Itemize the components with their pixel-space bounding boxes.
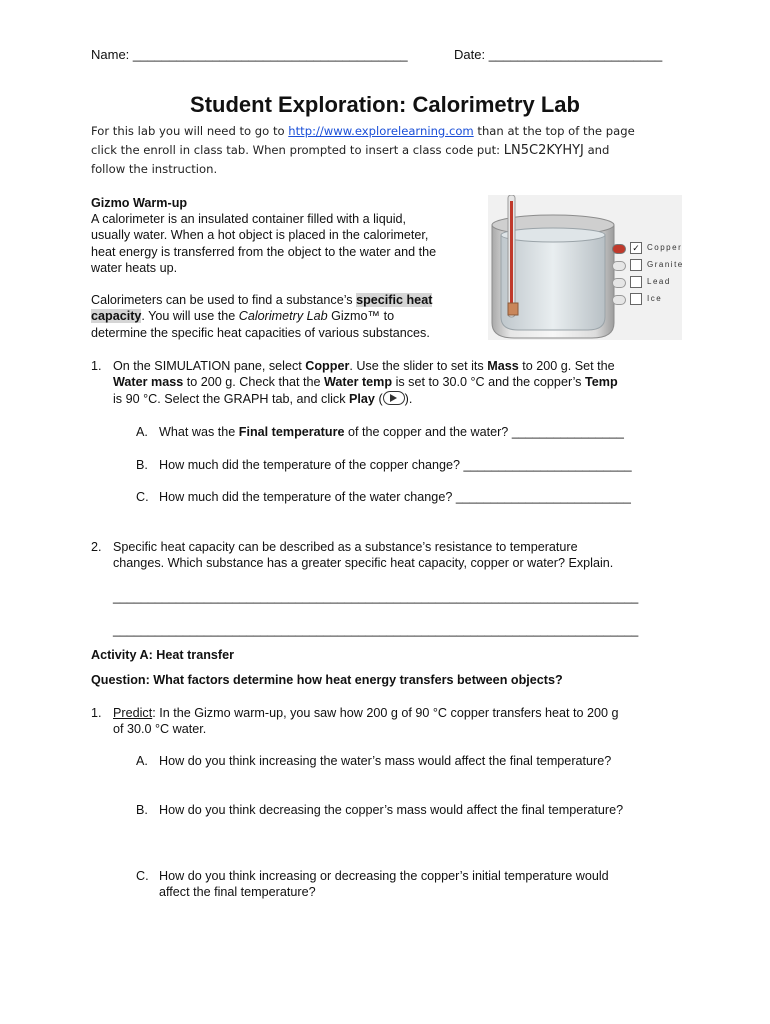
activity-qb-letter: B.: [136, 803, 148, 817]
radio-lead[interactable]: [612, 278, 626, 288]
checkbox-lead[interactable]: [630, 276, 642, 288]
q2-text: Specific heat capacity can be described as a substance’s resistance to temperature changes. Which substance has a greater specific heat capacity, copper or water? Explain.: [113, 540, 614, 571]
checkbox-granite[interactable]: [630, 259, 642, 271]
date-line[interactable]: [454, 47, 662, 62]
name-line[interactable]: [91, 47, 408, 62]
activity-qa-text[interactable]: How do you think increasing the water’s mass would affect the final temperature?: [159, 754, 612, 768]
substance-option-copper[interactable]: [612, 242, 692, 256]
q2-answer-line-1[interactable]: ___________________________________________________________________________: [113, 590, 639, 604]
activity-qc-text[interactable]: How do you think increasing or decreasing the copper’s initial temperature would affect the final temperature?: [159, 869, 609, 900]
radio-granite[interactable]: [612, 261, 626, 271]
checkbox-copper[interactable]: ✓: [630, 242, 642, 254]
activity-q1-text: Predict: In the Gizmo warm-up, you saw how 200 g of 90 °C copper transfers heat to 200 g of 30.0 °C water.: [113, 706, 619, 737]
option-label-lead: Lead: [647, 277, 671, 286]
q2-number: 2.: [91, 540, 102, 554]
activity-question: Question: What factors determine how heat energy transfers between objects?: [91, 673, 563, 687]
q1b-letter: B.: [136, 458, 148, 472]
option-label-granite: Granite: [647, 260, 684, 269]
activity-qc-letter: C.: [136, 869, 149, 883]
q1-text: On the SIMULATION pane, select Copper. Use the slider to set its Mass to 200 g. Set the Water mass to 200 g. Check that the Water temp is set to 30.0 °C and the copper’s Temp is 90 °C. Select the GRAPH tab, and click Play ( ).: [113, 359, 618, 406]
option-label-ice: Ice: [647, 294, 663, 303]
name-blank[interactable]: ______________________________________: [132, 47, 408, 62]
option-label-copper: Copper: [647, 243, 683, 252]
page-title: Student Exploration: Calorimetry Lab: [190, 92, 580, 117]
class-code: LN5C2KYHYJ: [503, 142, 584, 158]
date-blank[interactable]: ________________________: [488, 47, 663, 62]
radio-ice[interactable]: [612, 295, 626, 305]
thermometer-icon: [508, 195, 515, 317]
substance-option-ice[interactable]: [612, 293, 692, 307]
warmup-paragraph-1: A calorimeter is an insulated container filled with a liquid, usually water. When a hot object is placed in the calorimeter, heat energy is transferred from the object to the water and the water heats up.: [91, 212, 437, 276]
q1-number: 1.: [91, 359, 102, 373]
q2-answer-line-2[interactable]: ___________________________________________________________________________: [113, 623, 639, 637]
activity-q1-number: 1.: [91, 706, 102, 720]
name-label: Name:: [91, 47, 130, 62]
substance-option-granite[interactable]: [612, 259, 692, 273]
q1a-letter: A.: [136, 425, 148, 439]
warmup-paragraph-2: Calorimeters can be used to find a substance’s specific heat capacity. You will use the Calorimetry Lab Gizmo™ to determine the specific heat capacities of various substances.: [91, 293, 433, 340]
checkbox-ice[interactable]: [630, 293, 642, 305]
warmup-heading: Gizmo Warm-up: [91, 196, 188, 210]
q1c-text[interactable]: How much did the temperature of the water change? _________________________: [159, 490, 631, 504]
activity-qa-letter: A.: [136, 754, 148, 768]
intro-text: For this lab you will need to go to http://www.explorelearning.com than at the top of the page click the enroll in class tab. When prompted to insert a class code put: LN5C2KYHYJ and follow the instruction.: [91, 124, 635, 176]
date-label: Date:: [454, 47, 486, 62]
radio-copper[interactable]: [612, 244, 626, 254]
activity-qb-text[interactable]: How do you think decreasing the copper’s mass would affect the final temperature?: [159, 803, 624, 817]
substance-option-lead[interactable]: [612, 276, 692, 290]
q1c-letter: C.: [136, 490, 149, 504]
activity-heading: Activity A: Heat transfer: [91, 648, 235, 662]
copper-sample: [508, 303, 518, 315]
q1b-text[interactable]: How much did the temperature of the copper change? ________________________: [159, 458, 632, 472]
q1a-text[interactable]: What was the Final temperature of the copper and the water? ________________: [159, 425, 624, 439]
explorelearning-link[interactable]: http://www.explorelearning.com: [288, 124, 474, 138]
play-icon: [383, 391, 405, 405]
